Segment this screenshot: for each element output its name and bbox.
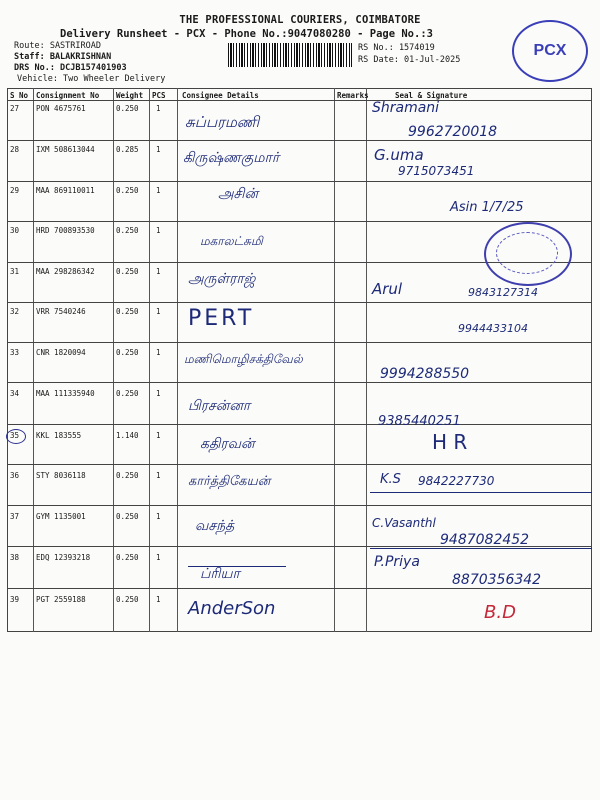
consignee-name: மணிமொழிசக்திவேல் (184, 352, 303, 366)
header-consignee: Consignee Details (182, 91, 259, 100)
consignee-name: அருள்ராஜ் (188, 271, 256, 287)
route-label: Route: SASTRIROAD (14, 41, 101, 51)
row-sno: 38 (10, 553, 20, 562)
row-pcs: 1 (156, 307, 161, 316)
row-consignment: KKL 183555 (36, 431, 82, 440)
row-sno: 28 (10, 145, 20, 154)
row-pcs: 1 (156, 145, 161, 154)
ink-underline (370, 492, 592, 493)
row-consignment: STY 8036118 (36, 471, 86, 480)
header-pcs: PCS (152, 91, 166, 100)
row-weight: 0.250 (116, 104, 139, 113)
row-consignment: MAA 111335940 (36, 389, 95, 398)
consignee-name: ப்ரியா (200, 566, 240, 582)
phone-handwritten: 9994288550 (380, 366, 470, 382)
row-consignment: MAA 298286342 (36, 267, 95, 276)
staff-label: Staff: BALAKRISHNAN (14, 52, 112, 62)
row-consignment: PON 4675761 (36, 104, 86, 113)
row-consignment: HRD 700893530 (36, 226, 95, 235)
row-pcs: 1 (156, 267, 161, 276)
row-sno: 29 (10, 186, 20, 195)
rs-date: RS Date: 01-Jul-2025 (358, 55, 461, 65)
row-sno: 36 (10, 471, 20, 480)
signature: P.Priya (374, 554, 420, 570)
row-weight: 0.250 (116, 595, 139, 604)
phone-handwritten: 9944433104 (458, 322, 528, 335)
row-pcs: 1 (156, 186, 161, 195)
runsheet-subtitle: Delivery Runsheet - PCX - Phone No.:9047080280 - Page No.:3 (60, 28, 433, 40)
signature: Arul (372, 280, 403, 298)
row-pcs: 1 (156, 348, 161, 357)
consignee-name: கார்த்திகேயன் (188, 474, 271, 489)
consignee-name: பிரசன்னா (188, 398, 251, 414)
row-consignment: MAA 869110011 (36, 186, 95, 195)
row-sno: 27 (10, 104, 20, 113)
row-weight: 0.285 (116, 145, 139, 154)
row-pcs: 1 (156, 595, 161, 604)
phone-handwritten: 9842227730 (418, 474, 495, 488)
row-sno: 30 (10, 226, 20, 235)
header-remarks: Remarks (337, 91, 369, 100)
consignee-name: சுப்பரமணி (185, 113, 260, 131)
row-sno: 31 (10, 267, 20, 276)
rs-number: RS No.: 1574019 (358, 43, 435, 53)
phone-handwritten: 9962720018 (408, 124, 498, 140)
signature: H R (432, 430, 468, 454)
row-pcs: 1 (156, 431, 161, 440)
row-pcs: 1 (156, 512, 161, 521)
pcx-stamp: PCX (512, 20, 588, 82)
consignee-name: PERT (188, 306, 255, 331)
row-weight: 0.250 (116, 389, 139, 398)
row-pcs: 1 (156, 104, 161, 113)
header-seal: Seal & Signature (395, 91, 468, 100)
row-weight: 0.250 (116, 512, 139, 521)
drs-number: DRS No.: DCJB157401903 (14, 63, 127, 73)
signature: G.uma (374, 146, 424, 164)
header-weight: Weight (116, 91, 144, 100)
consignee-name: மகாலட்சுமி (200, 234, 263, 248)
row-sno: 34 (10, 389, 20, 398)
row-weight: 0.250 (116, 348, 139, 357)
shop-seal-stamp (484, 222, 572, 286)
vehicle-label: Vehicle: Two Wheeler Delivery (17, 74, 166, 84)
row-weight: 0.250 (116, 186, 139, 195)
row-weight: 0.250 (116, 553, 139, 562)
row-pcs: 1 (156, 226, 161, 235)
row-weight: 0.250 (116, 471, 139, 480)
row-weight: 1.140 (116, 431, 139, 440)
row-sno: 33 (10, 348, 20, 357)
consignee-name: AnderSon (188, 598, 276, 619)
phone-handwritten: 9715073451 (398, 164, 475, 178)
row-pcs: 1 (156, 553, 161, 562)
signature: K.S (380, 472, 401, 487)
row-sno: 35 (10, 431, 20, 440)
row-weight: 0.250 (116, 267, 139, 276)
row-weight: 0.250 (116, 226, 139, 235)
company-title: THE PROFESSIONAL COURIERS, COIMBATORE (179, 14, 421, 26)
consignee-name: அசின் (218, 186, 259, 202)
row-consignment: IXM 508613044 (36, 145, 95, 154)
row-sno: 37 (10, 512, 20, 521)
signature: Shramani (372, 100, 440, 116)
row-consignment: VRR 7540246 (36, 307, 86, 316)
consignee-name: கதிரவன் (200, 436, 255, 452)
row-pcs: 1 (156, 471, 161, 480)
signature: Asin 1/7/25 (450, 200, 524, 215)
ink-underline (370, 548, 592, 549)
strikethrough-mark (188, 566, 286, 567)
row-pcs: 1 (156, 389, 161, 398)
consignee-name: வசந்த் (195, 518, 235, 534)
phone-handwritten: 9487082452 (440, 532, 530, 548)
row-consignment: EDQ 12393218 (36, 553, 91, 562)
row-weight: 0.250 (116, 307, 139, 316)
row-consignment: CNR 1820094 (36, 348, 86, 357)
row-sno: 39 (10, 595, 20, 604)
phone-handwritten: 9843127314 (468, 286, 538, 299)
row-consignment: PGT 2559188 (36, 595, 86, 604)
header-consignment: Consignment No (36, 91, 100, 100)
consignee-name: கிருஷ்ணகுமார் (183, 150, 280, 166)
row-consignment: GYM 1135001 (36, 512, 86, 521)
barcode (228, 43, 352, 67)
signature: C.Vasanthl (372, 516, 436, 530)
row-sno: 32 (10, 307, 20, 316)
signature: B.D (484, 602, 516, 623)
phone-handwritten: 9385440251 (378, 414, 461, 429)
header-sno: S No (10, 91, 29, 100)
phone-handwritten: 8870356342 (452, 572, 542, 588)
